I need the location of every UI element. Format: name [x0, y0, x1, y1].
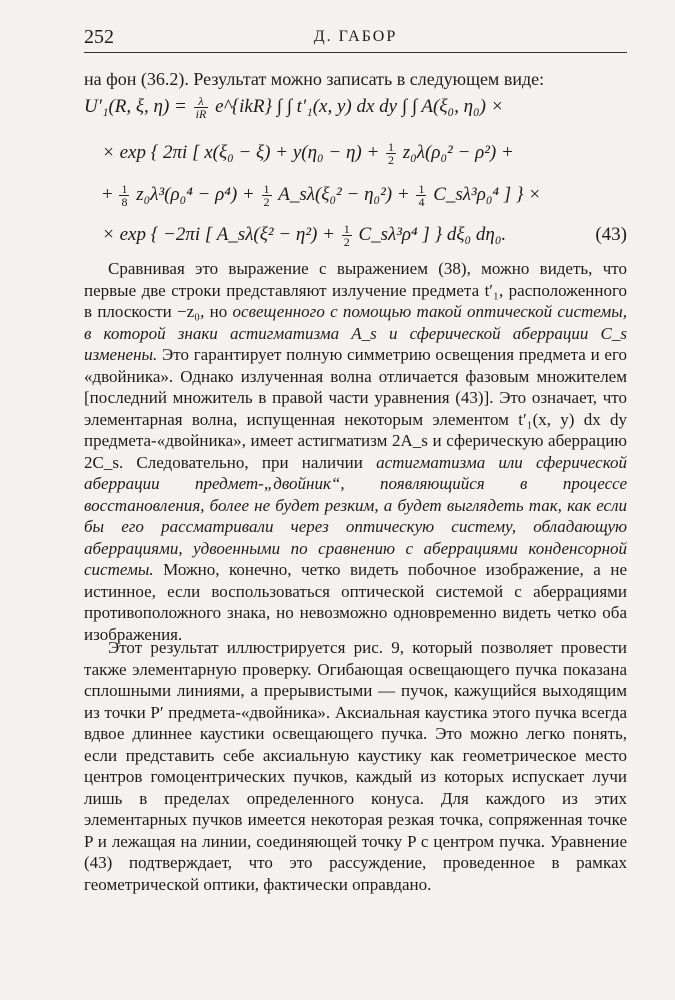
eq1-frac-num: λ — [194, 95, 209, 108]
p1-italic-1: освещенного с помощью такой оптической системы, в которой знаки астигматизма A_s и сферической аберрации C_s изменены. — [84, 302, 628, 364]
eq2-frac-num: 1 — [388, 140, 395, 155]
eq1-frac-den: iR — [195, 107, 207, 122]
eq4-frac-num: 1 — [343, 222, 350, 237]
running-title: Д. ГАБОР — [313, 28, 398, 45]
eq3-frac2-num: 1 — [263, 182, 270, 197]
eq3-part3: C_sλ³ρ₀⁴ ] } × — [433, 184, 542, 205]
page-header — [84, 26, 627, 50]
equation-line-4 — [102, 220, 627, 250]
eq3-frac2-den: 2 — [263, 195, 270, 210]
eq3-frac3-num: 1 — [418, 182, 425, 197]
eq3-fraction-2 — [262, 183, 272, 208]
eq3-part1: z₀λ³(ρ₀⁴ − ρ⁴) + — [136, 184, 255, 205]
eq4-tail: C_sλ³ρ⁴ ] } dξ₀ dη₀. — [358, 224, 507, 245]
eq4-lead: × exp { −2πi [ A_sλ(ξ² − η²) + — [102, 224, 335, 245]
eq3-lead: + — [102, 184, 113, 205]
p1-text-3: Можно, конечно, четко видеть побочное изображение, а не истинное, если воспользоваться оптической системой с аберрациями противоположного знака, но невозможно одновременно видеть четко оба изображения. — [84, 560, 627, 644]
page-number: 252 — [84, 26, 114, 48]
eq3-frac1-num: 1 — [121, 182, 128, 197]
equation-number: (43) — [595, 224, 627, 245]
p1-italic-2: астигматизма или сферической аберрации предмет-„двойник“, появляющийся в процессе восстановления, более не будет резким, а будет выглядеть так, как если бы его рассматривали через оптическую систему, обладающую аберрациями, удвоенными по сравнению с аберрациями конденсорной системы. — [84, 452, 628, 579]
paragraph-1 — [84, 258, 627, 645]
eq3-fraction-3 — [416, 183, 426, 208]
eq3-part2: A_sλ(ξ₀² − η₀²) + — [278, 184, 410, 205]
eq3-frac1-den: 8 — [121, 195, 128, 210]
eq3-frac3-den: 4 — [418, 195, 425, 210]
header-rule — [84, 52, 627, 53]
eq1-rest: e^{ikR} ∫ ∫ t′₁(x, y) dx dy ∫ ∫ A(ξ₀, η₀) × — [215, 96, 504, 117]
equation-line-3 — [102, 180, 627, 210]
p1-text-1: Сравнивая это выражение с выражением (38), можно видеть, что первые две строки представляют излучение предмета t′₁, расположенного в плоскости −z₀, но — [84, 259, 627, 321]
paragraph-2: Этот результат иллюстрируется рис. 9, который позволяет провести также элементарную проверку. Огибающая освещающего пучка показана сплошными линиями, а прерывистыми — пучок, кажущийся выходящим из точки P′ предмета-«двойника». Аксиальная каустика этого пучка всегда вдвое длиннее каустики освещающего пучка. Это можно легко понять, если представить себе аксиальную каустику как геометрическое место центров гомоцентрических пучков, каждый из которых испускает лучи лишь в пределах определенного конуса. Для каждого из этих элементарных пучков имеется некоторая резкая точка, сопряженная точке P и лежащая на линии, соединяющей точку P с центром пучка. Уравнение (43) подтверждает, что это рассуждение, проведенное в рамках геометрической оптики, фактически оправдано. — [84, 638, 627, 894]
equation-line-1 — [84, 92, 627, 122]
intro-line: на фон (36.2). Результат можно записать в следующем виде: — [84, 69, 545, 89]
eq2-tail: z₀λ(ρ₀² − ρ²) + — [402, 142, 514, 163]
eq2-fraction — [386, 141, 396, 166]
equation-line-2 — [102, 138, 627, 168]
eq2-lead: × exp { 2πi [ x(ξ₀ − ξ) + y(η₀ − η) + — [102, 142, 380, 163]
eq4-frac-den: 2 — [343, 235, 350, 250]
eq2-frac-den: 2 — [388, 153, 395, 168]
p1-text-2: Это гарантирует полную симметрию освещения предмета и его «двойника». Однако излученная волна отличается фазовым множителем [последний множитель в правой части уравнения (43)]. Это означает, что элементарная волна, испущенная некоторым элементом t′₁(x, y) dx dy предмета-«двойника», имеет астигматизм 2A_s и сферическую аберрацию 2C_s. Следовательно, при наличии — [84, 345, 627, 472]
eq3-fraction-1 — [119, 183, 129, 208]
eq4-fraction — [342, 223, 352, 248]
eq1-fraction — [194, 95, 209, 120]
eq1-lhs: U′₁(R, ξ, η) = — [84, 96, 187, 117]
